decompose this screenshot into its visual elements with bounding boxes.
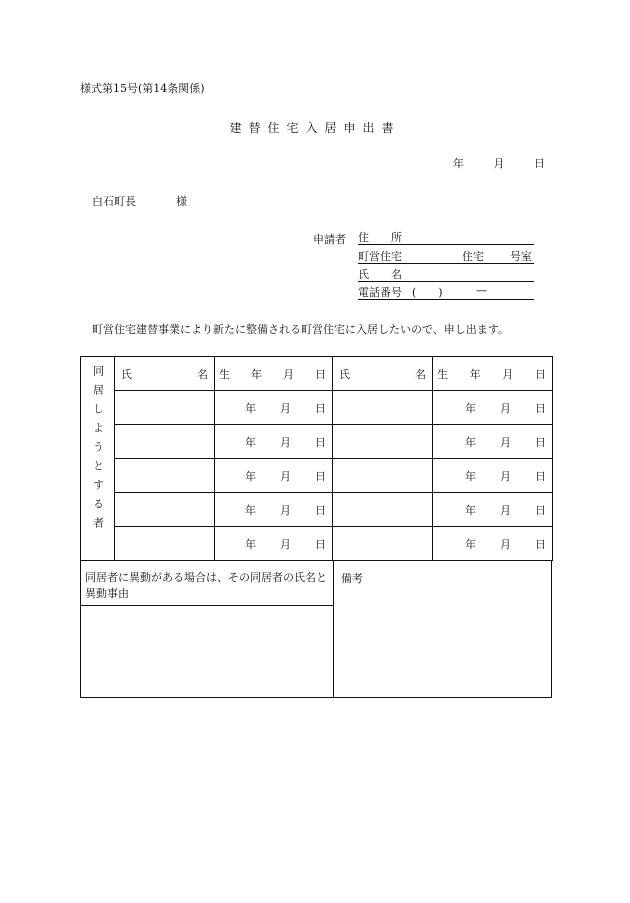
- cohabitant-birth-cell[interactable]: [215, 493, 333, 527]
- cohabitant-birth-cell[interactable]: [433, 493, 553, 527]
- birth-date-unit: 日: [535, 435, 546, 449]
- date-year-label: 年: [453, 157, 464, 170]
- birth-date-unit: 日: [315, 503, 326, 517]
- housing-mid-label: 住宅: [462, 250, 484, 263]
- birth-date-unit: 年: [465, 435, 476, 449]
- birth-date-unit: 日: [315, 469, 326, 483]
- birth-date-unit: 年: [245, 503, 256, 517]
- cohabitant-birth-cell[interactable]: [215, 459, 333, 493]
- birth-date-unit: 年: [245, 469, 256, 483]
- date-month-label: 月: [493, 157, 505, 170]
- cohabitant-section-label: 同居しようとする者: [81, 357, 115, 561]
- birth-date-unit: 年: [465, 503, 476, 517]
- birth-date-unit: 年: [465, 401, 476, 415]
- housing-field[interactable]: [358, 248, 534, 264]
- cohabitant-name-cell[interactable]: [333, 527, 433, 561]
- cohabitant-name-cell[interactable]: [115, 391, 215, 425]
- birth-date-unit: 年: [465, 469, 476, 483]
- birth-header-left: 生 年 月 日: [215, 357, 333, 391]
- birth-date-unit: 日: [535, 469, 546, 483]
- birth-date-unit: 月: [280, 503, 291, 517]
- birth-date-unit: 日: [315, 537, 326, 551]
- cohabitant-birth-cell[interactable]: [433, 391, 553, 425]
- applicant-label: 申請者: [313, 233, 346, 246]
- phone-field[interactable]: [358, 284, 534, 300]
- name-field[interactable]: [358, 266, 534, 282]
- birth-date-unit: 月: [500, 469, 511, 483]
- cohabitant-birth-cell[interactable]: [215, 527, 333, 561]
- form-number: 様式第15号(第14条関係): [80, 82, 205, 95]
- birth-date-unit: 日: [535, 537, 546, 551]
- cohabitant-table: [80, 356, 553, 561]
- cohabitant-name-cell[interactable]: [333, 493, 433, 527]
- name-header-right: 氏 名: [333, 357, 433, 391]
- address-label: 住 所: [358, 231, 402, 244]
- phone-label: 電話番号: [358, 286, 402, 299]
- cohabitant-birth-cell[interactable]: [215, 425, 333, 459]
- housing-label: 町営住宅: [358, 250, 402, 263]
- addressee-name: 白石町長: [92, 195, 136, 208]
- table-row: [81, 493, 553, 527]
- cohabitant-name-cell[interactable]: [115, 527, 215, 561]
- cohabitant-name-cell[interactable]: [333, 459, 433, 493]
- phone-dash: —: [476, 284, 487, 297]
- birth-date-unit: 日: [315, 401, 326, 415]
- cohabitant-birth-cell[interactable]: [215, 391, 333, 425]
- cohabitant-birth-cell[interactable]: [433, 425, 553, 459]
- birth-date-unit: 月: [280, 469, 291, 483]
- birth-date-unit: 月: [280, 537, 291, 551]
- cohabitant-name-cell[interactable]: [115, 459, 215, 493]
- addressee: [92, 193, 187, 209]
- birth-date-unit: 年: [245, 401, 256, 415]
- cohabitant-birth-cell[interactable]: [433, 527, 553, 561]
- name-header-left: 氏 名: [115, 357, 215, 391]
- cohabitant-name-cell[interactable]: [115, 425, 215, 459]
- document-title: 建替住宅入居申出書: [229, 121, 401, 135]
- cohabitant-name-cell[interactable]: [333, 391, 433, 425]
- birth-date-unit: 日: [535, 503, 546, 517]
- birth-header-right: 生 年 月 日: [433, 357, 553, 391]
- birth-date-unit: 日: [315, 435, 326, 449]
- birth-date-unit: 月: [500, 503, 511, 517]
- phone-area-paren: ( ): [412, 286, 443, 299]
- date-day-label: 日: [534, 157, 545, 170]
- cohabitant-birth-cell[interactable]: [433, 459, 553, 493]
- bottom-section: [80, 560, 552, 698]
- housing-room-label: 号室: [510, 250, 532, 263]
- birth-date-unit: 日: [535, 401, 546, 415]
- addressee-honorific: 様: [176, 195, 187, 208]
- application-statement: 町営住宅建替事業により新たに整備される町営住宅に入居したいので、申し出ます。: [92, 323, 509, 336]
- date-line: [453, 155, 545, 171]
- change-note-label: 同居者に異動がある場合は、その同居者の氏名と異動事由: [85, 571, 327, 600]
- table-row: [81, 527, 553, 561]
- birth-date-unit: 月: [500, 537, 511, 551]
- cohabitant-name-cell[interactable]: [115, 493, 215, 527]
- birth-date-unit: 年: [245, 435, 256, 449]
- address-field[interactable]: [358, 229, 534, 245]
- birth-date-unit: 月: [280, 435, 291, 449]
- table-header-row: [81, 357, 553, 391]
- remarks-label: 備考: [341, 572, 363, 585]
- birth-date-unit: 年: [465, 537, 476, 551]
- birth-date-unit: 月: [500, 401, 511, 415]
- change-note-divider: [81, 605, 333, 606]
- birth-date-unit: 年: [245, 537, 256, 551]
- birth-date-unit: 月: [500, 435, 511, 449]
- table-row: [81, 459, 553, 493]
- table-row: [81, 425, 553, 459]
- bottom-divider: [333, 560, 334, 697]
- birth-date-unit: 月: [280, 401, 291, 415]
- name-label: 氏 名: [358, 268, 402, 281]
- cohabitant-name-cell[interactable]: [333, 425, 433, 459]
- table-row: [81, 391, 553, 425]
